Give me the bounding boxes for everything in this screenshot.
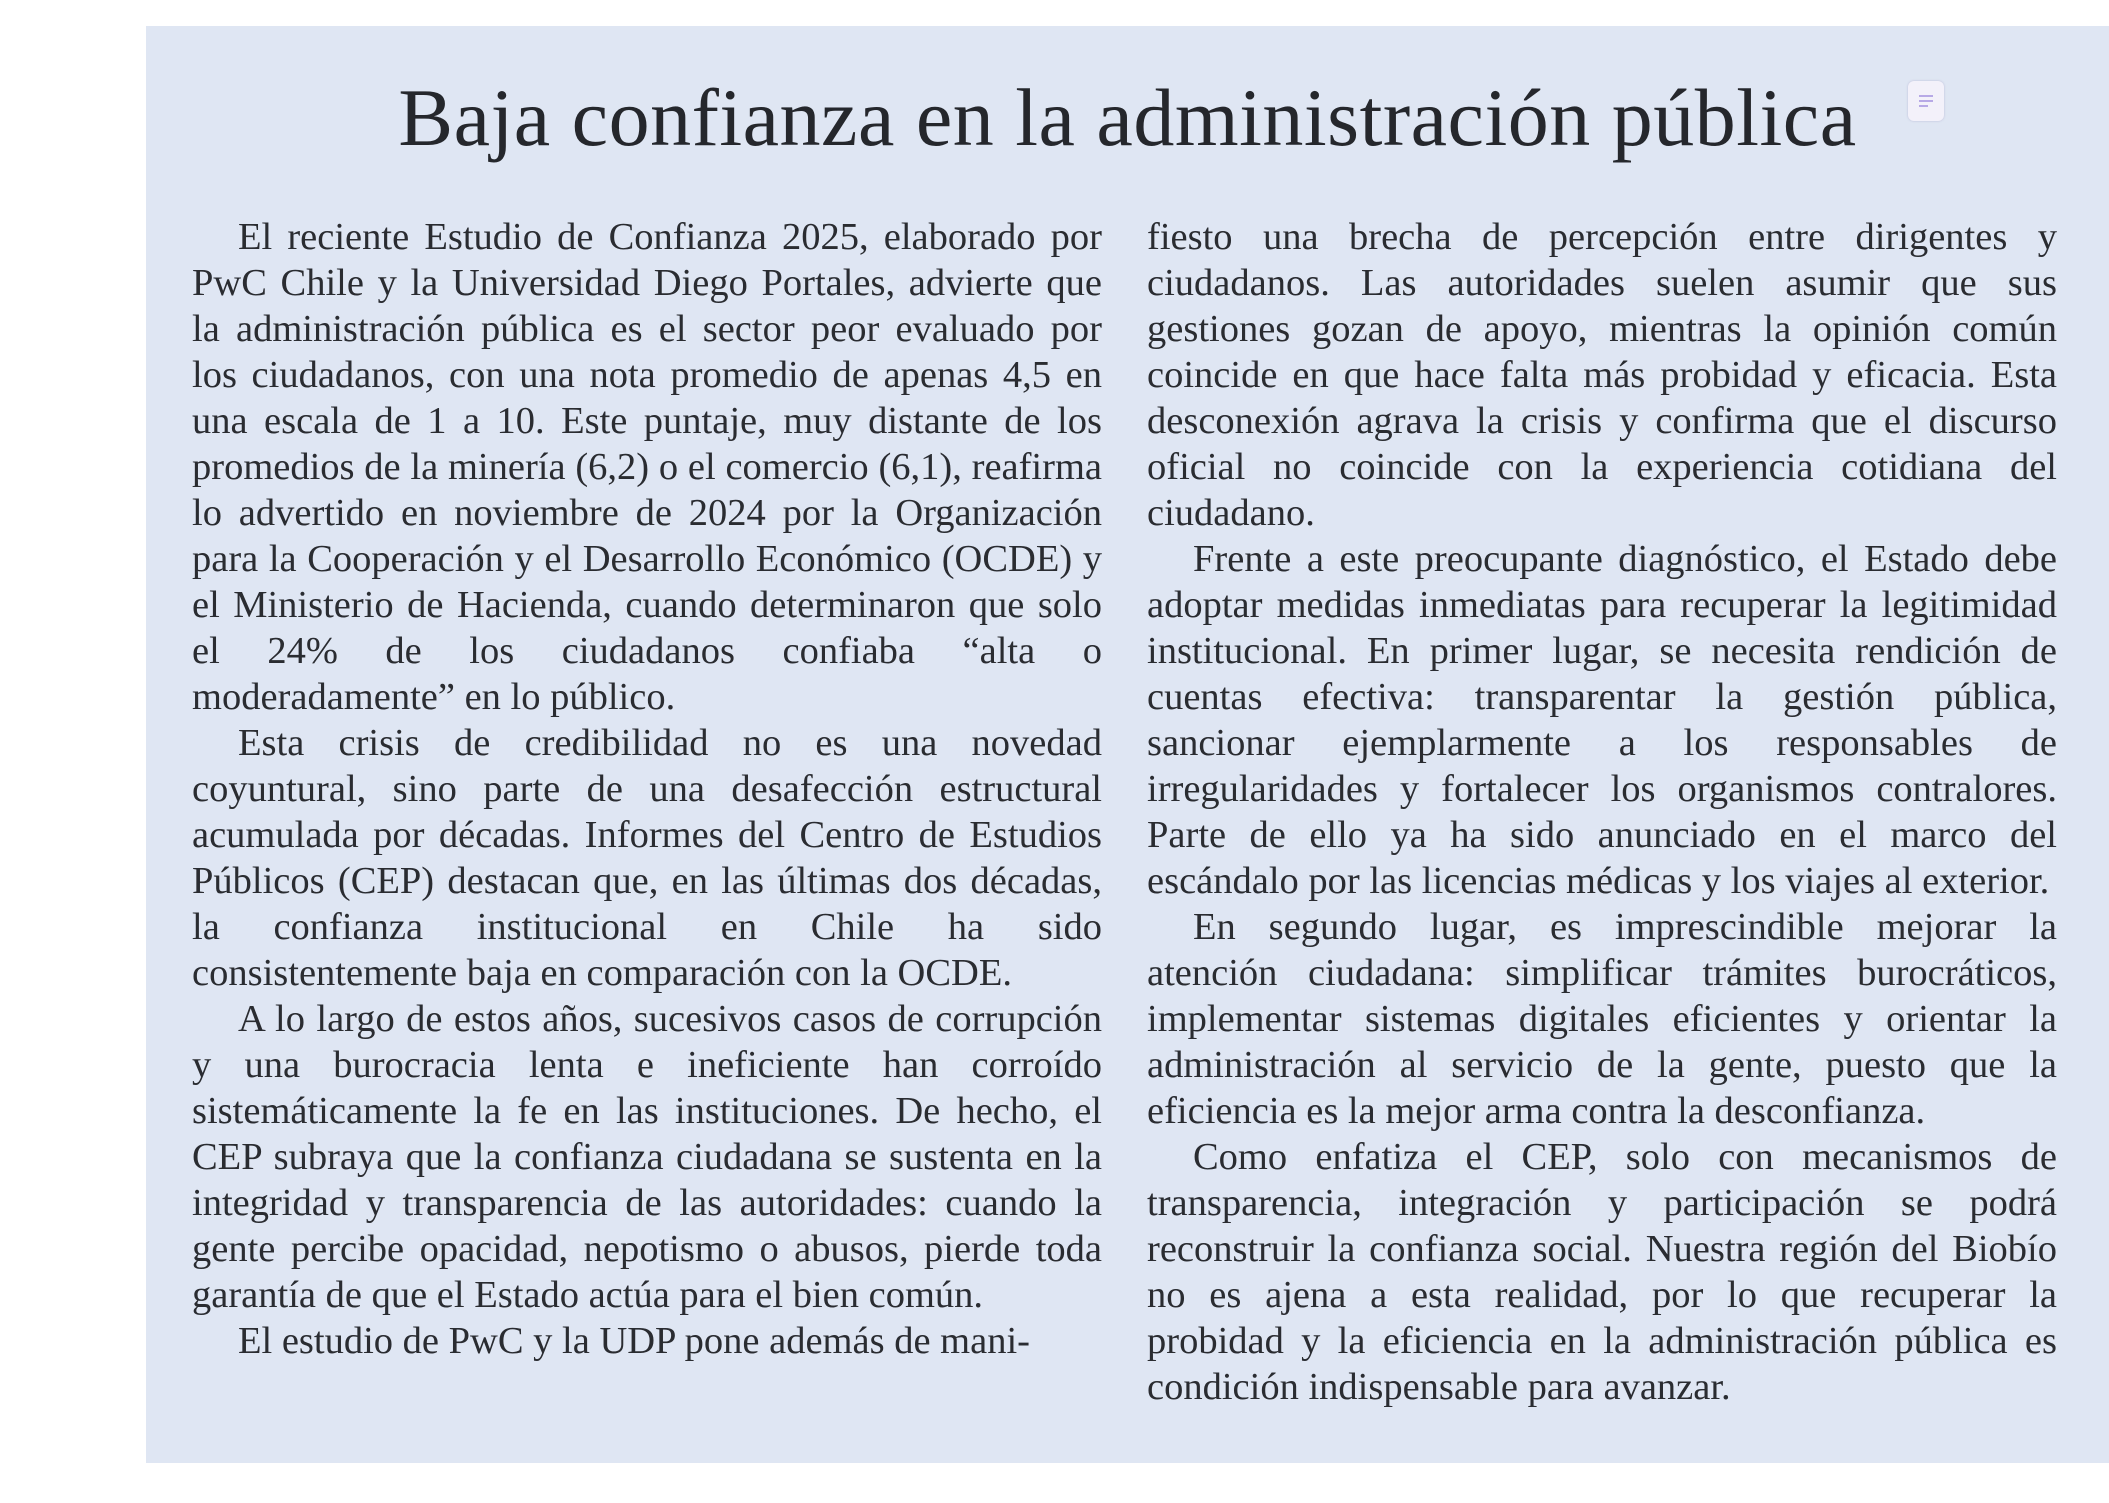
article-column-left [192, 214, 1102, 1364]
paragraph-continued: fiesto una brecha de percepción entre dirigentes y ciudadanos. Las autoridades suelen asumir que sus gestiones gozan de apoyo, mientras la opinión común coincide en que hace falta más probidad y eficacia. Esta desconexión agrava la crisis y confirma que el discurso oficial no coincide con la experiencia cotidiana del ciudadano. [1147, 216, 2057, 534]
paragraph: Como enfatiza el CEP, solo con mecanismos de transparencia, integración y participación se podrá reconstruir la confianza social. Nuestra región del Biobío no es ajena a esta realidad, por lo que recuperar la probidad y la eficiencia en la administración pública es condición indispensable para avanzar. [1147, 1136, 2057, 1408]
editorial-article [146, 26, 2109, 1463]
note-icon-line [1919, 95, 1933, 97]
paragraph: En segundo lugar, es imprescindible mejorar la atención ciudadana: simplificar trámites burocráticos, implementar sistemas digitales eficientes y orientar la administración al servicio de la gente, puesto que la eficiencia es la mejor arma contra la desconfianza. [1147, 906, 2057, 1132]
note-icon-line [1919, 105, 1928, 107]
paragraph: El reciente Estudio de Confianza 2025, elaborado por PwC Chile y la Universidad Diego Portales, advierte que la administración pública es el sector peor evaluado por los ciudadanos, con una nota promedio de apenas 4,5 en una escala de 1 a 10. Este puntaje, muy distante de los promedios de la minería (6,2) o el comercio (6,1), reafirma lo advertido en noviembre de 2024 por la Organización para la Cooperación y el Desarrollo Económico (OCDE) y el Ministerio de Hacienda, cuando determinaron que solo el 24% de los ciudadanos confiaba “alta o moderadamente” en lo público. [192, 216, 1102, 718]
note-icon[interactable] [1908, 81, 1944, 121]
paragraph: A lo largo de estos años, sucesivos casos de corrupción y una burocracia lenta e ineficiente han corroído sistemáticamente la fe en las instituciones. De hecho, el CEP subraya que la confianza ciudadana se sustenta en la integridad y transparencia de las autoridades: cuando la gente percibe opacidad, nepotismo o abusos, pierde toda garantía de que el Estado actúa para el bien común. [192, 998, 1102, 1316]
paragraph: Esta crisis de credibilidad no es una novedad coyuntural, sino parte de una desafección estructural acumulada por décadas. Informes del Centro de Estudios Públicos (CEP) destacan que, en las últimas dos décadas, la confianza institucional en Chile ha sido consistentemente baja en comparación con la OCDE. [192, 722, 1102, 994]
paragraph: El estudio de PwC y la UDP pone además de mani- [238, 1320, 1030, 1362]
paragraph: Frente a este preocupante diagnóstico, el Estado debe adoptar medidas inmediatas para recuperar la legitimidad institucional. En primer lugar, se necesita rendición de cuentas efectiva: transparentar la gestión pública, sancionar ejemplarmente a los responsables de irregularidades y fortalecer los organismos contralores. Parte de ello ya ha sido anunciado en el marco del escándalo por las licencias médicas y los viajes al exterior. [1147, 538, 2057, 902]
note-icon-line [1919, 100, 1933, 102]
article-headline: Baja confianza en la administración pública [398, 72, 1857, 163]
article-column-right [1147, 214, 2057, 1410]
